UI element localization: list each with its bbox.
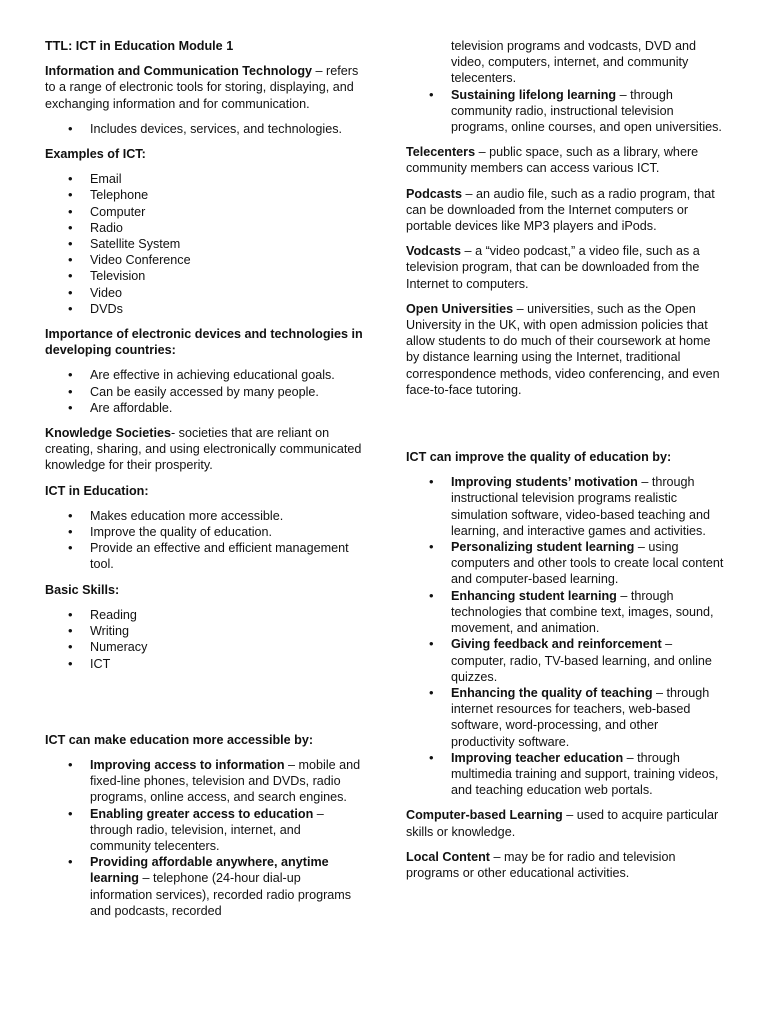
list-item: • Personalizing student learning – using computers and other tools to create local content and computer-based learning. <box>451 539 724 588</box>
list-item: • Computer <box>90 204 363 220</box>
list-item: • Television <box>90 268 363 284</box>
list-item: • Improve the quality of education. <box>90 524 363 540</box>
list-item: • DVDs <box>90 301 363 317</box>
list-item: • Radio <box>90 220 363 236</box>
term: Improving teacher education <box>451 750 624 765</box>
knowledge-societies: Knowledge Societies- societies that are reliant on creating, sharing, and using electronically communicated knowledge for their prosperity. <box>45 426 362 473</box>
term: Personalizing student learning <box>451 540 635 555</box>
includes-list <box>45 121 363 137</box>
basic-skills-list <box>45 607 363 672</box>
ict-education-heading: ICT in Education: <box>45 483 149 498</box>
term: Computer-based Learning <box>406 808 563 823</box>
term: Improving students’ motivation <box>451 475 638 490</box>
list-item: • Makes education more accessible. <box>90 508 363 524</box>
list-item: • Improving students’ motivation – through instructional television programs realistic simulation software, video-based teaching and learning, and interactive games and activities. <box>451 474 724 539</box>
vodcasts-definition: Vodcasts – a “video podcast,” a video file, such as a television program, that can be downloaded from the Internet to computers. <box>406 244 700 291</box>
computer-based-learning-definition: Computer-based Learning – used to acquire particular skills or knowledge. <box>406 808 719 839</box>
local-content-definition: Local Content – may be for radio and television programs or other educational activities. <box>406 849 676 880</box>
accessible-list <box>45 757 363 919</box>
list-item: • Are effective in achieving educational goals. <box>90 367 363 383</box>
term: Information and Communication Technology <box>45 64 313 79</box>
ict-education-list <box>45 508 363 573</box>
list-item: • Video Conference <box>90 252 363 268</box>
list-item: • Email <box>90 171 363 187</box>
list-item: • Improving teacher education – through multimedia training and support, training videos, and teaching education web portals. <box>451 750 724 799</box>
basic-skills-heading: Basic Skills: <box>45 582 120 597</box>
podcasts-definition: Podcasts – an audio file, such as a radio program, that can be downloaded from the Internet computers or portable devices like MP3 players and iPods. <box>406 186 715 234</box>
list-item: • Writing <box>90 623 363 639</box>
ict-definition: Information and Communication Technology – refers to a range of electronic tools for storing, displaying, and exchanging information and for communication. <box>45 64 359 111</box>
list-item: • Video <box>90 285 363 301</box>
list-item: • Provide an effective and efficient management tool. <box>90 540 363 572</box>
list-item: • Improving access to information – mobile and fixed-line phones, television and DVDs, radio programs, online access, and search engines. <box>90 757 363 806</box>
term: Podcasts <box>406 186 462 201</box>
term: Providing affordable anywhere, anytime learning <box>90 855 329 886</box>
continued-text: television programs and vodcasts, DVD and video, computers, internet, and community telecenters. <box>451 39 697 86</box>
term: Giving feedback and reinforcement <box>451 637 662 652</box>
lifelong-list <box>406 87 724 136</box>
telecenters-definition: Telecenters – public space, such as a library, where community members can access various ICT. <box>406 145 699 176</box>
list-item: • ICT <box>90 656 363 672</box>
term: Enabling greater access to education <box>90 806 314 821</box>
open-universities-definition: Open Universities – universities, such as the Open University in the UK, with open admission policies that allow students to do much of their coursework at home by distance learning using the Internet, traditional correspondence methods, video conferencing, and even face-to-face tutoring. <box>406 301 720 397</box>
quality-list <box>406 474 724 798</box>
examples-heading: Examples of ICT: <box>45 147 146 162</box>
list-item: • Giving feedback and reinforcement – computer, radio, TV-based learning, and online quizzes. <box>451 636 724 685</box>
list-item: • Includes devices, services, and technologies. <box>90 121 363 137</box>
term: Local Content <box>406 849 490 864</box>
left-column <box>45 38 363 928</box>
importance-heading: Importance of electronic devices and technologies in developing countries: <box>45 327 363 358</box>
accessible-heading: ICT can make education more accessible by: <box>45 732 314 747</box>
list-item: • Are affordable. <box>90 400 363 416</box>
list-item: • Satellite System <box>90 236 363 252</box>
spacer <box>406 407 724 449</box>
list-item: • Sustaining lifelong learning – through community radio, instructional television programs, online courses, and open universities. <box>451 87 724 136</box>
spacer <box>45 681 363 732</box>
list-item: • Enhancing student learning – through technologies that combine text, images, sound, movement, and animation. <box>451 588 724 637</box>
right-column <box>406 38 724 890</box>
list-item: • Enhancing the quality of teaching – through internet resources for teachers, web-based software, word-processing, and other productivity software. <box>451 685 724 750</box>
term: Improving access to information <box>90 757 285 772</box>
term: Knowledge Societies <box>45 426 171 441</box>
term: Enhancing student learning <box>451 588 617 603</box>
list-item: • Can be easily accessed by many people. <box>90 384 363 400</box>
term: Enhancing the quality of teaching <box>451 685 653 700</box>
term: Open Universities <box>406 301 514 316</box>
examples-list <box>45 171 363 317</box>
list-item: • Enabling greater access to education – through radio, television, internet, and community telecenters. <box>90 806 363 855</box>
document-title: TTL: ICT in Education Module 1 <box>45 39 234 53</box>
term: Telecenters <box>406 145 476 160</box>
list-item: • Reading <box>90 607 363 623</box>
quality-heading: ICT can improve the quality of education by: <box>406 450 672 465</box>
term: Sustaining lifelong learning <box>451 87 617 102</box>
importance-list <box>45 367 363 416</box>
list-item: • Providing affordable anywhere, anytime learning – telephone (24-hour dial-up information services), recorded radio programs and podcasts, recorded <box>90 854 363 919</box>
term: Vodcasts <box>406 244 462 259</box>
list-item: • Numeracy <box>90 639 363 655</box>
list-item: • Telephone <box>90 187 363 203</box>
